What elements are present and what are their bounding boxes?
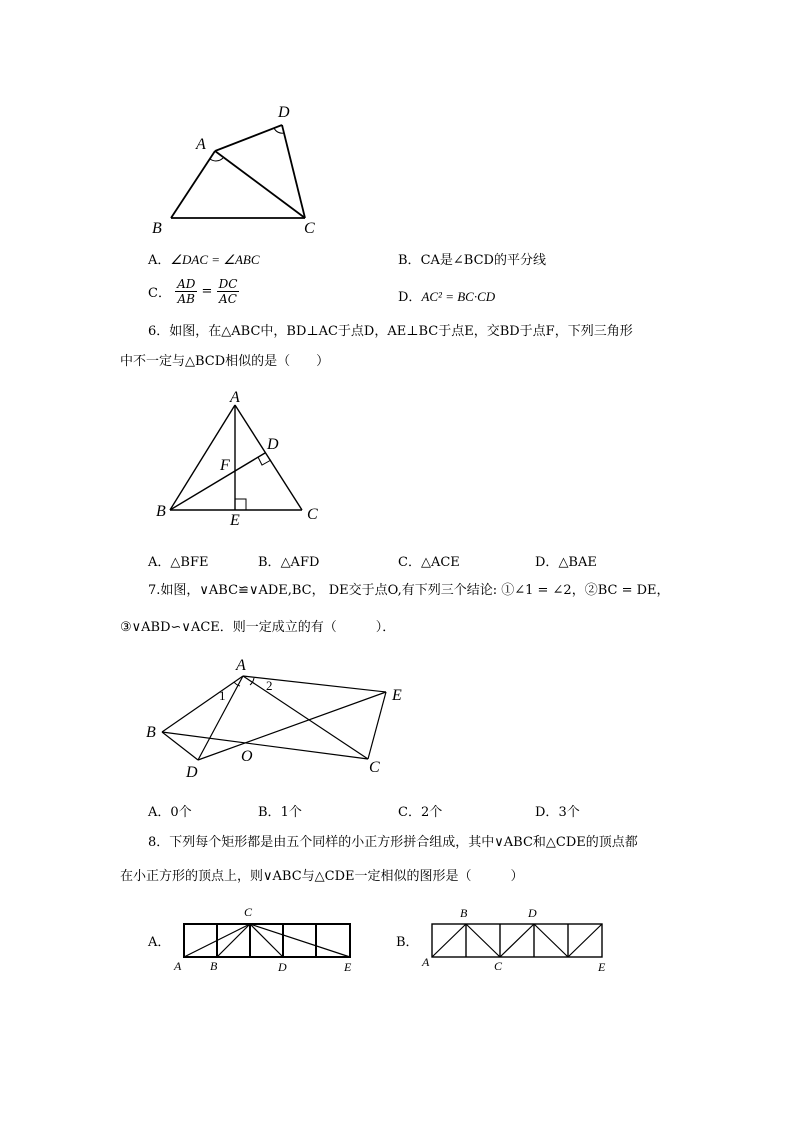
option-text: 1个	[280, 805, 302, 820]
option-letter: B．	[258, 805, 281, 820]
option-text: 2个	[420, 805, 443, 820]
q8b-label-b: B	[460, 906, 468, 920]
q7-label-b: B	[146, 724, 156, 741]
option-text: △BFE	[170, 555, 209, 570]
q7-figure-lines	[162, 676, 386, 760]
option-letter: A．	[148, 555, 171, 570]
q8-figure-a	[170, 900, 365, 980]
q8-option-a[interactable]	[148, 931, 170, 950]
option-letter: D．	[535, 805, 559, 820]
option-letter: C．	[148, 286, 171, 301]
q5-triangle-lines	[171, 125, 305, 218]
q5-option-a[interactable]	[148, 249, 260, 268]
q8b-label-d: D	[528, 906, 537, 920]
q8a-label-d: D	[278, 960, 287, 974]
q5-option-d[interactable]	[398, 286, 495, 305]
option-text: 0个	[170, 805, 192, 820]
q6-figure	[150, 385, 340, 530]
q6-label-d: D	[267, 436, 279, 453]
q6-option-b[interactable]	[258, 551, 319, 570]
option-text: △AFD	[280, 555, 320, 570]
q7-label-e: E	[392, 687, 402, 704]
q5-label-a: A	[196, 136, 206, 153]
option-letter: A．	[148, 935, 171, 950]
option-letter: C．	[398, 805, 421, 820]
q8-option-b[interactable]	[396, 931, 419, 950]
q5-angle-mark-a	[210, 158, 223, 161]
option-text: ∠DAC = ∠ABC	[170, 252, 260, 267]
option-letter: D．	[535, 555, 559, 570]
q8-stem-line2: 在小正方形的顶点上，则∨ABC与△CDE一定相似的图形是（ ）	[120, 869, 524, 884]
option-letter: D．	[398, 290, 422, 305]
q6-label-e: E	[230, 512, 240, 529]
q8a-label-c: C	[244, 905, 253, 919]
q5-label-c: C	[304, 220, 315, 237]
option-letter: A．	[148, 253, 171, 268]
q8a-label-a: A	[174, 959, 182, 973]
q7-option-c[interactable]	[398, 801, 442, 820]
q8-figure-b	[418, 900, 618, 980]
q5-figure	[140, 95, 340, 240]
option-letter: B．	[258, 555, 281, 570]
q8b-label-e: E	[598, 960, 606, 974]
q6-stem-line1: 6．如图，在△ABC中，BD⊥AC于点D，AE⊥BC于点E，交BD于点F，下列三角形	[148, 324, 633, 339]
q8a-label-b: B	[210, 959, 218, 973]
q6-label-f: F	[220, 457, 230, 474]
q6-option-d[interactable]	[535, 551, 597, 570]
q7-label-a: A	[236, 657, 246, 674]
q7-label-c: C	[369, 759, 380, 776]
q7-label-o: O	[241, 748, 253, 765]
option-letter: A．	[148, 805, 171, 820]
q6-stem-line2: 中不一定与△BCD相似的是（ ）	[120, 354, 330, 369]
option-text: △BAE	[558, 555, 597, 570]
q8a-label-e: E	[344, 960, 352, 974]
q7-option-d[interactable]	[535, 801, 580, 820]
q8b-label-a: A	[422, 955, 430, 969]
q5-option-c[interactable]	[148, 277, 239, 306]
fraction-dc-ac: $\frac{DC}{AC}$	[218, 277, 238, 306]
q5-label-b: B	[152, 220, 162, 237]
q7-stem-line1: 7.如图，∨ABC≌∨ADE,BC， DE交于点O,有下列三个结论: ①∠1 = ∠2，②BC = DE，	[148, 583, 670, 598]
option-letter: B．	[398, 253, 421, 268]
q6-right-angle-marks	[235, 457, 271, 510]
option-letter: B．	[396, 935, 419, 950]
q7-figure	[140, 650, 420, 785]
q6-label-a: A	[230, 389, 240, 406]
q7-label-1: 1	[219, 688, 226, 703]
q7-stem-line2: ③∨ABD∽∨ACE．则一定成立的有（ ）．	[120, 620, 396, 635]
option-text: AC² = BC·CD	[421, 289, 496, 304]
q6-triangle-lines	[170, 405, 302, 510]
q7-label-2: 2	[266, 678, 273, 693]
equals-sign: =	[201, 284, 213, 299]
option-letter: C．	[398, 555, 421, 570]
fraction-ad-ab: $\frac{AD}{AB}$	[177, 277, 196, 306]
q8a-triangle-lines	[184, 924, 350, 957]
q8-stem-line1: 8．下列每个矩形都是由五个同样的小正方形拼合组成，其中∨ABC和△CDE的顶点都	[148, 835, 638, 850]
q6-label-b: B	[156, 503, 166, 520]
q6-label-c: C	[307, 506, 318, 523]
q5-label-d: D	[278, 104, 290, 121]
option-text: CA是∠BCD的平分线	[420, 253, 546, 268]
q6-option-a[interactable]	[148, 551, 208, 570]
q6-option-c[interactable]	[398, 551, 460, 570]
q8b-triangle-lines	[432, 924, 602, 957]
option-text: 3个	[558, 805, 580, 820]
q7-label-d: D	[186, 764, 198, 781]
option-text: △ACE	[420, 555, 460, 570]
q7-option-a[interactable]	[148, 801, 192, 820]
q8b-label-c: C	[494, 959, 503, 973]
q7-option-b[interactable]	[258, 801, 302, 820]
q5-option-b[interactable]	[398, 249, 546, 268]
